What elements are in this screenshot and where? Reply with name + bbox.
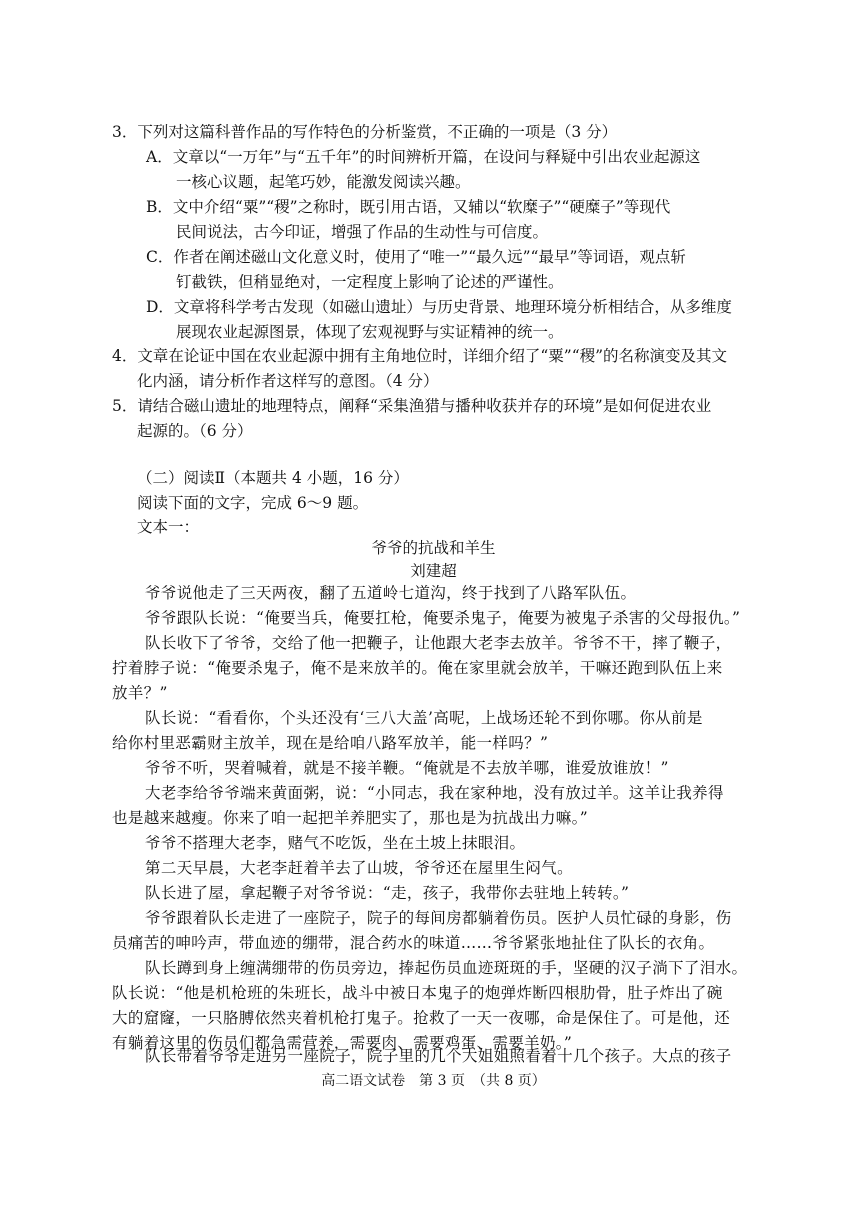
story-line: 第二天早晨，大老李赶着羊去了山坡，爷爷还在屋里生闷气。 (145, 859, 573, 877)
story-line: 爷爷不听，哭着喊着，就是不接羊鞭。“俺就是不去放羊哪，谁爱放谁放！” (145, 759, 669, 777)
question-3: 3．下列对这篇科普作品的写作特色的分析鉴赏，不正确的一项是（3 分） (112, 123, 618, 141)
option-a-line-2: 一核心议题，起笔巧妙，能激发阅读兴趣。 (176, 173, 471, 191)
option-a-line-1: A．文章以“一万年”与“五千年”的时间辨析开篇，在设问与释疑中引出农业起源这 (146, 148, 701, 166)
story-line: 拧着脖子说：“俺要杀鬼子，俺不是来放羊的。俺在家里就会放羊，干嘛还跑到队伍上来 (112, 659, 723, 677)
question-5-line-2: 起源的。（6 分） (137, 422, 253, 440)
section-heading: （二）阅读Ⅱ（本题共 4 小题，16 分） (137, 469, 409, 487)
option-b-line-1: B．文中介绍“粟”“稷”之称时，既引用古语，又辅以“软糜子”“硬糜子”等现代 (146, 198, 671, 216)
question-5-line-1: 5．请结合磁山遗址的地理特点，阐释“采集渔猎与播种收获并存的环境”是如何促进农业 (112, 397, 712, 415)
story-author: 刘建超 (410, 562, 457, 580)
story-line: 队长说：“他是机枪班的朱班长，战斗中被日本鬼子的炮弹炸断四根肋骨，肚子炸出了碗 (112, 984, 723, 1002)
story-line: 爷爷跟着队长走进了一座院子，院子的每间房都躺着伤员。医护人员忙碌的身影，伤 (145, 909, 732, 927)
story-line: 爷爷说他走了三天两夜，翻了五道岭七道沟，终于找到了八路军队伍。 (145, 584, 637, 602)
option-d-line-1: D．文章将科学考古发现（如磁山遗址）与历史背景、地理环境分析相结合，从多维度 (146, 298, 732, 316)
question-4-line-2: 化内涵，请分析作者这样写的意图。（4 分） (137, 372, 439, 390)
story-line: 队长收下了爷爷，交给了他一把鞭子，让他跟大老李去放羊。爷爷不干，摔了鞭子， (145, 634, 732, 652)
story-line: 队长说：“看看你，个头还没有‘三八大盖’高呢，上战场还轮不到你哪。你从前是 (145, 709, 703, 727)
section-instruction: 阅读下面的文字，完成 6～9 题。 (137, 494, 369, 512)
story-line: 给你村里恶霸财主放羊，现在是给咱八路军放羊，能一样吗？” (112, 734, 549, 752)
story-line: 队长进了屋，拿起鞭子对爷爷说：“走，孩子，我带你去驻地上转转。” (145, 884, 630, 902)
page-footer: 高二语文试卷 第 3 页 （共 8 页） (321, 1073, 546, 1089)
question-4-line-1: 4．文章在论证中国在农业起源中拥有主角地位时，详细介绍了“粟”“稷”的名称演变及其文 (112, 347, 728, 365)
option-c-line-1: C．作者在阐述磁山文化意义时，使用了“唯一”“最久远”“最早”等词语，观点斩 (146, 248, 686, 266)
story-line: 有躺着这里的伤员们都急需营养，需要肉、需要鸡蛋、需要羊奶。” (112, 1034, 573, 1052)
story-line: 也是越来越瘦。你来了咱一起把羊养肥实了，那也是为抗战出力嘛。” (112, 809, 589, 827)
story-line: 大的窟窿，一只胳膊依然夹着机枪打鬼子。抢救了一天一夜哪，命是保住了。可是他，还 (112, 1009, 731, 1027)
story-line: 队长蹲到身上缠满绷带的伤员旁边，捧起伤员血迹斑斑的手，坚硬的汉子淌下了泪水。 (145, 959, 748, 977)
text-label: 文本一： (137, 518, 200, 536)
option-b-line-2: 民间说法，古今印证，增强了作品的生动性与可信度。 (176, 223, 549, 241)
story-title: 爷爷的抗战和羊生 (371, 539, 496, 557)
story-line: 爷爷不搭理大老李，赌气不吃饭，坐在土坡上抹眼泪。 (145, 834, 526, 852)
story-line: 放羊？” (112, 684, 168, 702)
story-line: 员痛苦的呻吟声，带血迹的绷带，混合药水的味道……爷爷紧张地扯住了队长的衣角。 (112, 934, 715, 952)
option-c-line-2: 钉截铁，但稍显绝对，一定程度上影响了论述的严谨性。 (176, 273, 564, 291)
option-d-line-2: 展现农业起源图景，体现了宏观视野与实证精神的统一。 (176, 323, 564, 341)
story-line: 队长带着爷爷走进另一座院子，院子里的几个大姐姐照看着十几个孩子。大点的孩子 (145, 1047, 732, 1065)
story-line: 爷爷跟队长说：“俺要当兵，俺要扛枪，俺要杀鬼子，俺要为被鬼子杀害的父母报仇。” (145, 609, 741, 627)
story-line: 大老李给爷爷端来黄面粥，说：“小同志，我在家种地，没有放过羊。这羊让我养得 (145, 784, 724, 802)
